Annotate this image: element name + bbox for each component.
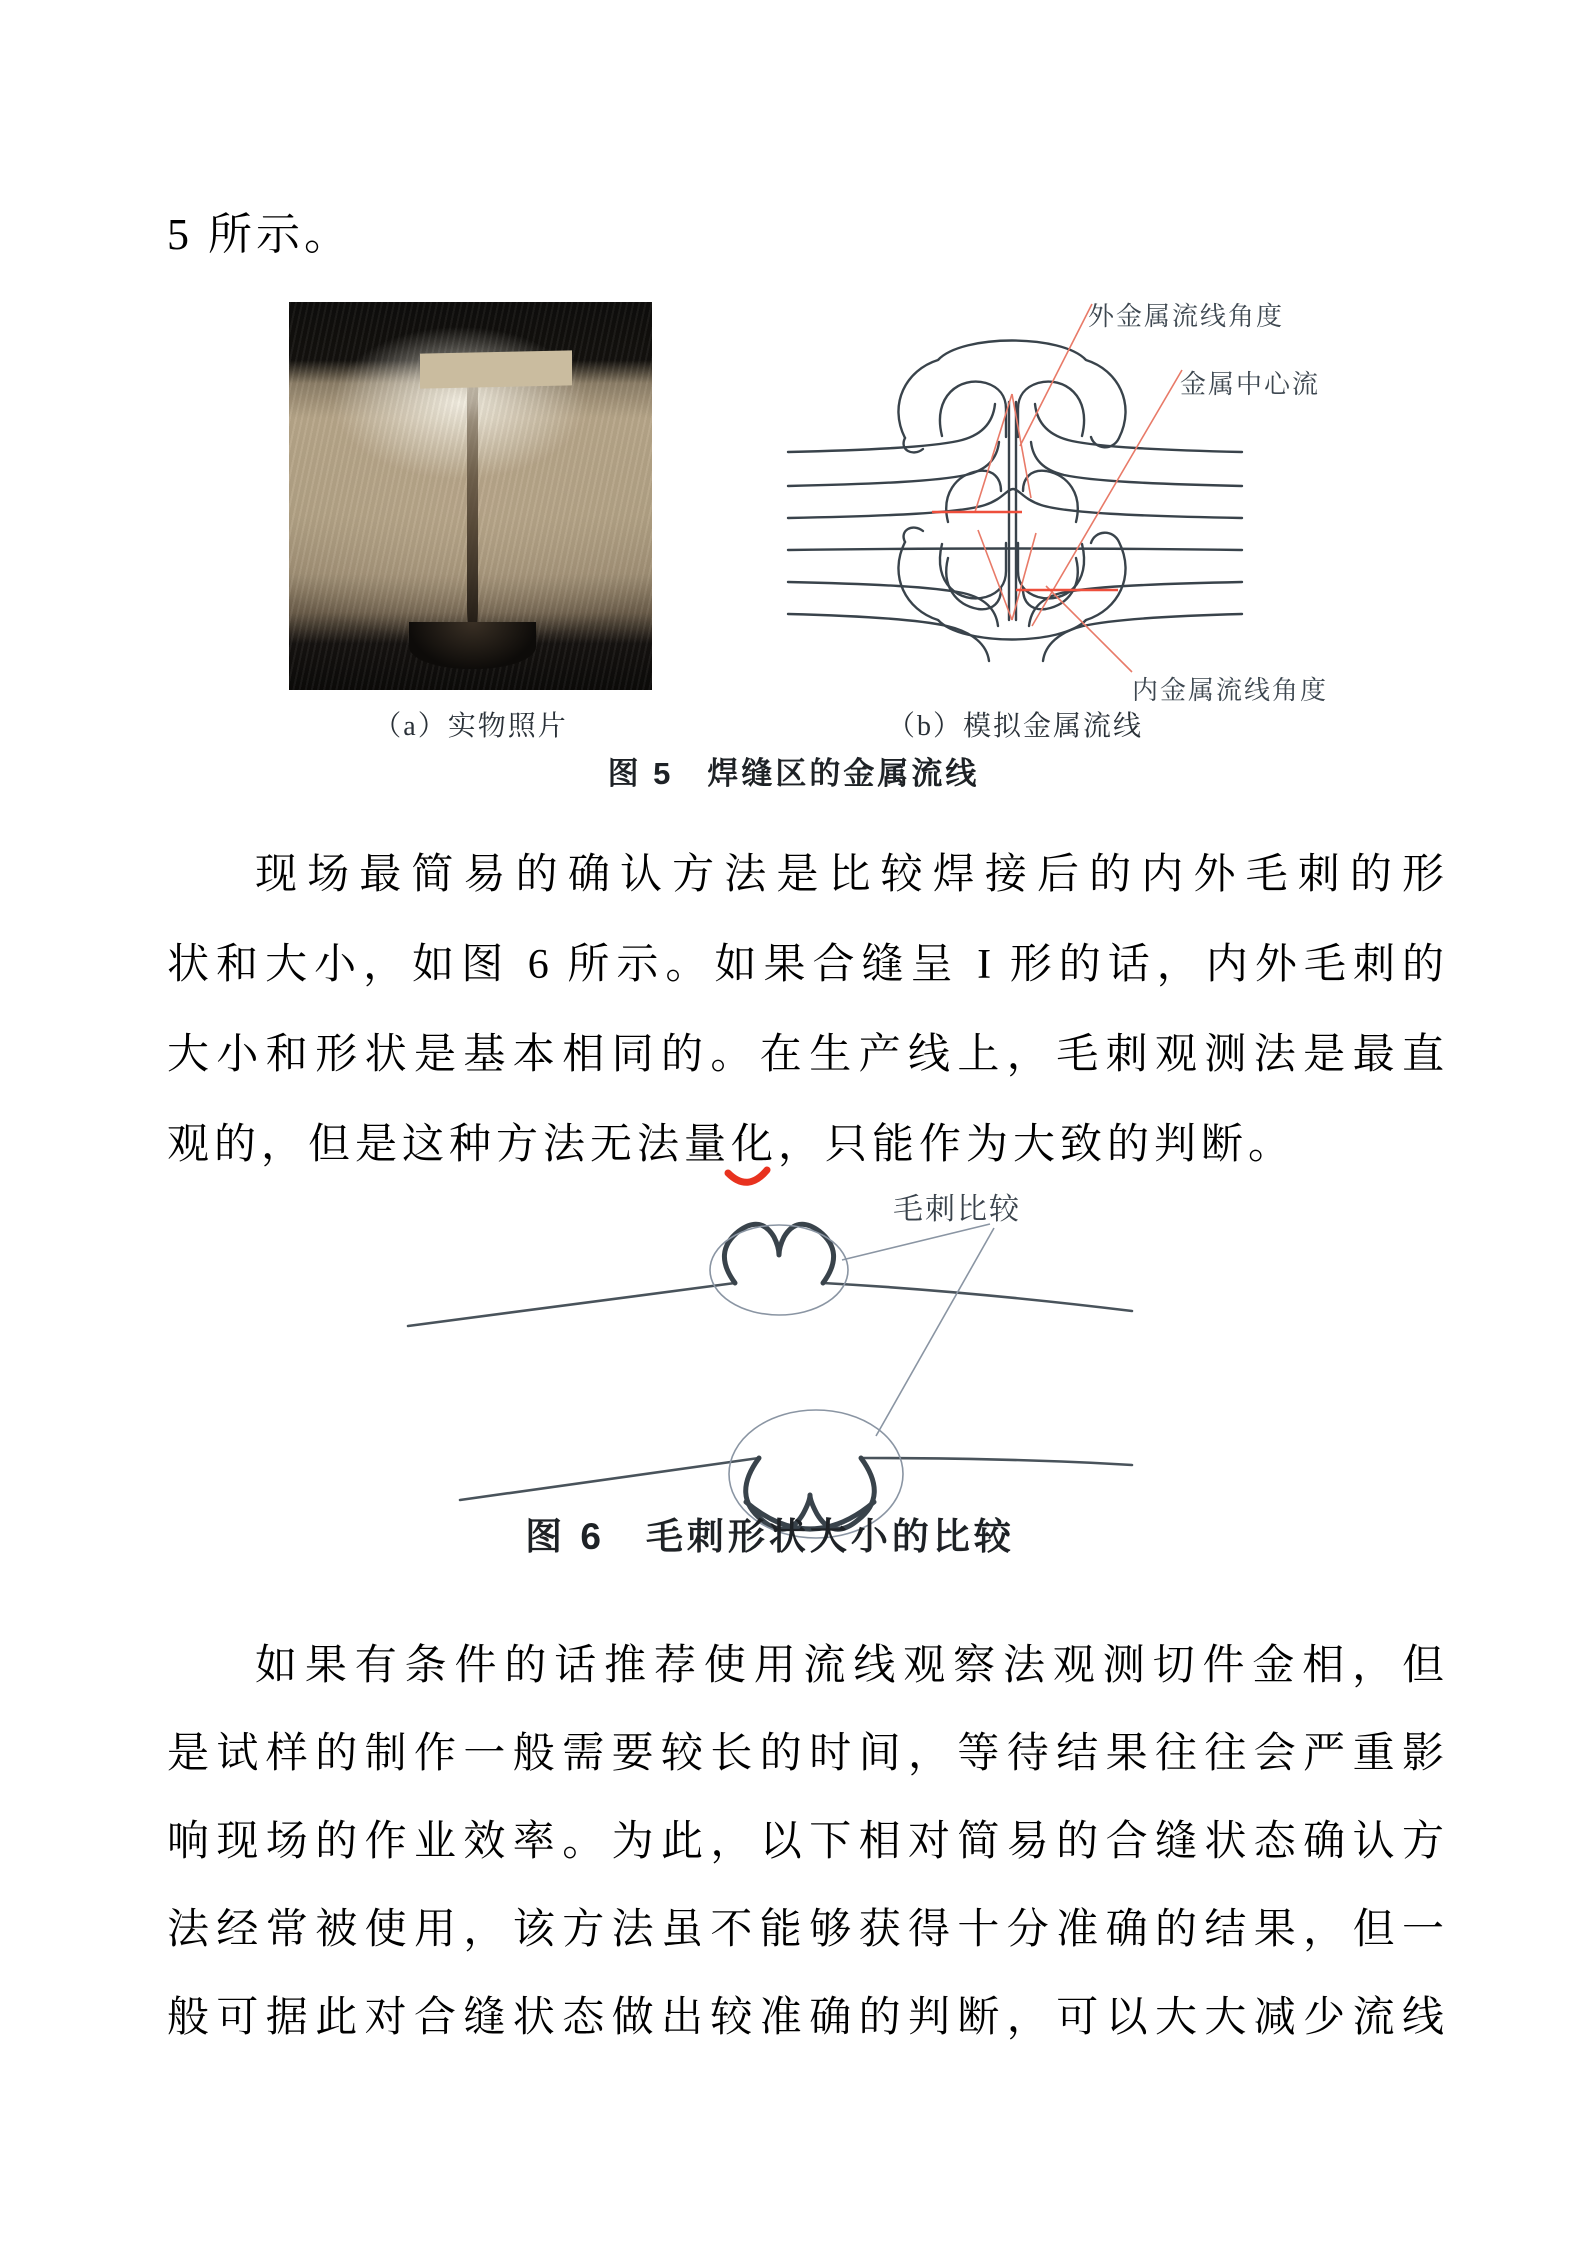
weld-nugget-shape bbox=[409, 622, 536, 669]
body-line: 观的，但是这种方法无法量化，只能作为大致的判断。 bbox=[167, 1122, 1296, 1168]
figure5-caption: 图 5 焊缝区的金属流线 bbox=[607, 756, 980, 791]
label-outer-flow-angle: 外金属流线角度 bbox=[1088, 302, 1285, 331]
label-inner-flow-angle: 内金属流线角度 bbox=[1132, 676, 1329, 705]
body-line: 如果有条件的话推荐使用流线观察法观测切件金相，但 bbox=[255, 1643, 1445, 1689]
body-line: 响现场的作业效率。为此，以下相对简易的合缝状态确认方 bbox=[167, 1819, 1445, 1865]
figure5-subcaption-b: （b）模拟金属流线 bbox=[886, 711, 1143, 742]
figure6-burr-comparison-diagram bbox=[390, 1158, 1150, 1548]
body-line: 大小和形状是基本相同的。在生产线上，毛刺观测法是最直 bbox=[167, 1032, 1445, 1078]
figure5-photo-weld-cross-section bbox=[289, 302, 652, 690]
body-line: 是试样的制作一般需要较长的时间，等待结果往往会严重影 bbox=[167, 1731, 1445, 1777]
red-check-mark bbox=[728, 1170, 767, 1182]
figure5-subcaption-a: （a）实物照片 bbox=[373, 711, 568, 742]
figure6-caption: 图 6 毛刺形状大小的比较 bbox=[525, 1516, 1015, 1557]
paragraph-burr-observation bbox=[167, 830, 1445, 1190]
body-line: 般可据此对合缝状态做出较准确的判断，可以大大减少流线 bbox=[167, 1995, 1445, 2041]
figure5-flow-line-diagram bbox=[780, 290, 1250, 690]
body-line: 现场最简易的确认方法是比较焊接后的内外毛刺的形 bbox=[255, 852, 1445, 898]
lead-text: 5 所示。 bbox=[167, 210, 352, 259]
paragraph-flow-line-method bbox=[167, 1622, 1445, 2062]
body-line: 法经常被使用，该方法虽不能够获得十分准确的结果，但一 bbox=[167, 1907, 1445, 1953]
label-center-flow: 金属中心流 bbox=[1180, 370, 1321, 399]
label-burr-comparison: 毛刺比较 bbox=[893, 1193, 1021, 1226]
body-line: 状和大小，如图 6 所示。如果合缝呈 I 形的话，内外毛刺的 bbox=[167, 942, 1445, 988]
